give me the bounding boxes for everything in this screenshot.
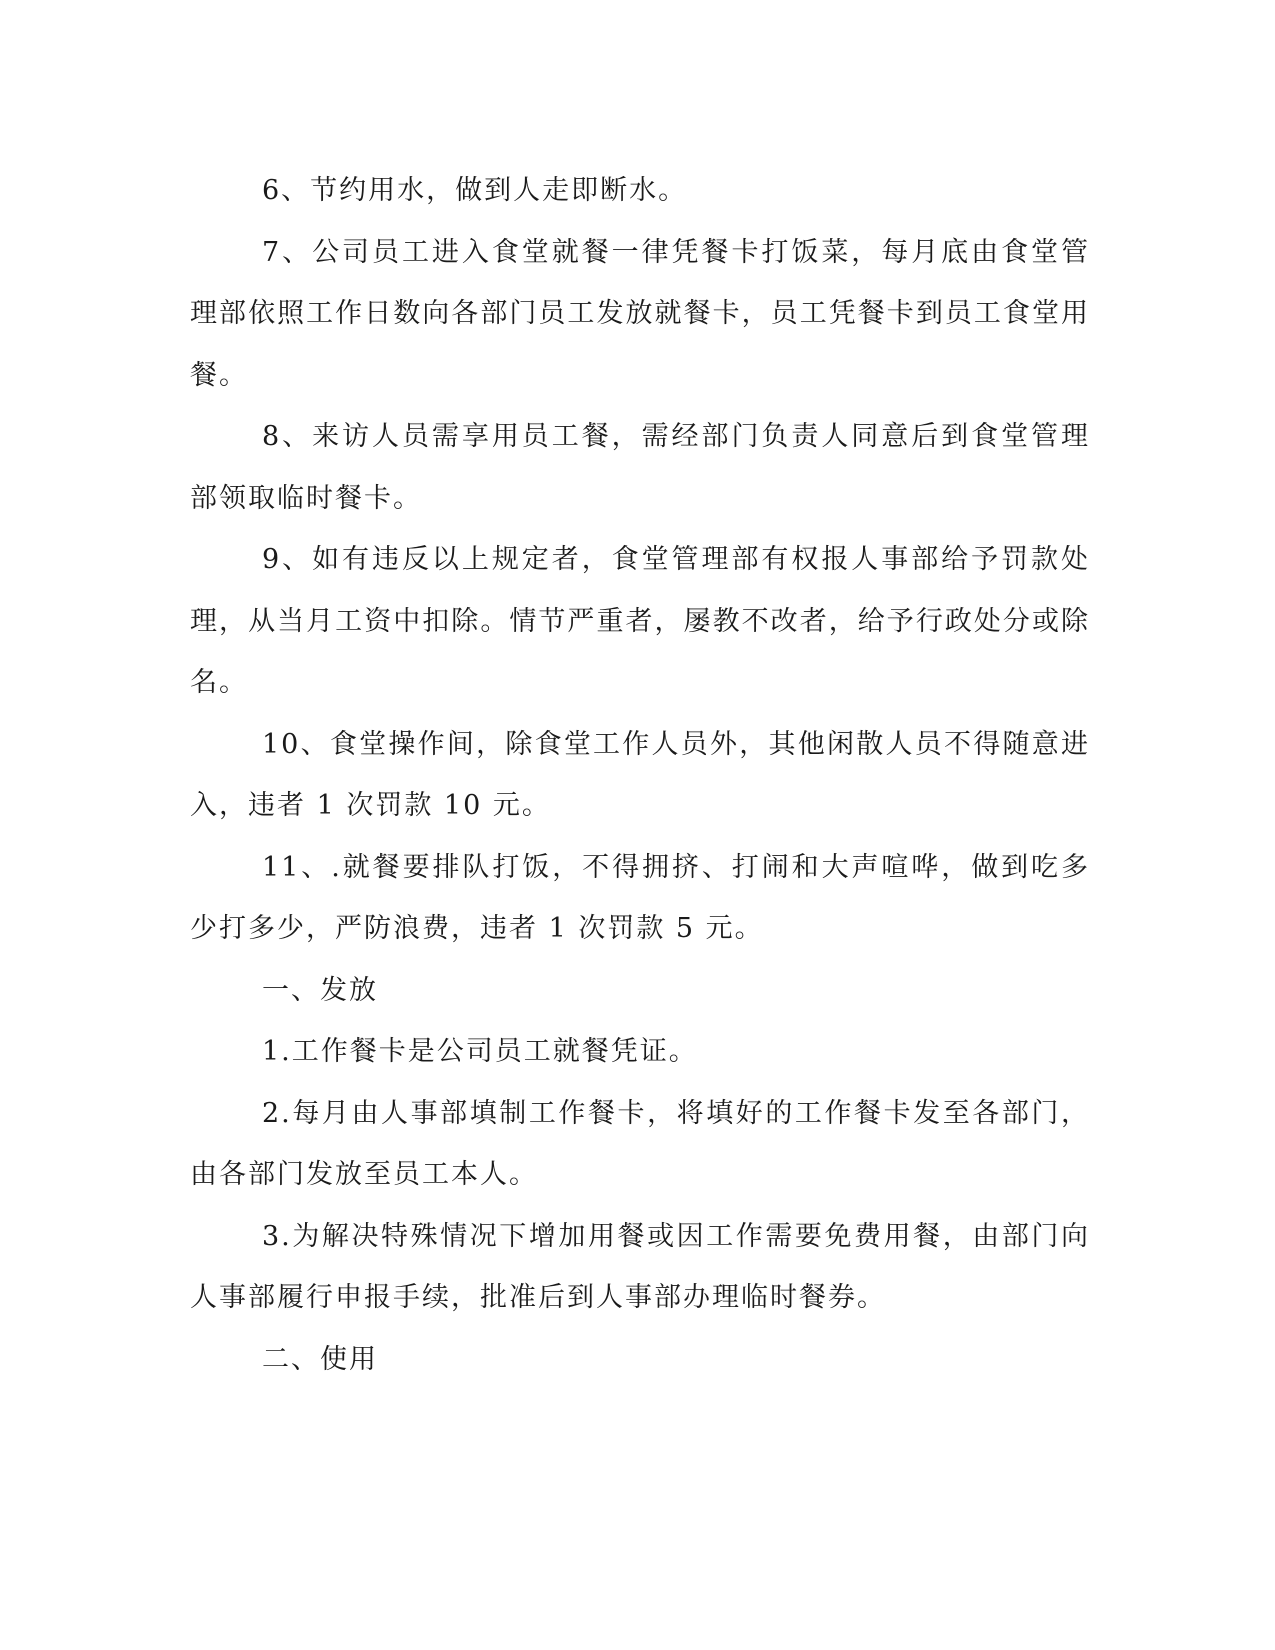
section-2-heading: 二、使用	[262, 1343, 378, 1375]
rule-9-paragraph: 9、如有违反以上规定者，食堂管理部有权报人事部给予罚款处理，从当月工资中扣除。情节严重者，屡教不改者，给予行政处分或除名。	[190, 544, 1090, 698]
document-body	[190, 160, 1090, 1390]
section-1-item-3: 3.为解决特殊情况下增加用餐或因工作需要免费用餐，由部门向人事部履行申报手续，批准后到人事部办理临时餐券。	[190, 1220, 1090, 1313]
rule-10-paragraph: 10、食堂操作间，除食堂工作人员外，其他闲散人员不得随意进入，违者 1 次罚款 10 元。	[190, 728, 1090, 821]
rule-7-paragraph: 7、公司员工进入食堂就餐一律凭餐卡打饭菜，每月底由食堂管理部依照工作日数向各部门员工发放就餐卡，员工凭餐卡到员工食堂用餐。	[190, 236, 1090, 391]
section-1-item-1: 1.工作餐卡是公司员工就餐凭证。	[262, 1036, 698, 1067]
rule-8-paragraph: 8、来访人员需享用员工餐，需经部门负责人同意后到食堂管理部领取临时餐卡。	[190, 421, 1090, 514]
rule-11-paragraph: 11、.就餐要排队打饭，不得拥挤、打闹和大声喧哗，做到吃多少打多少，严防浪费，违者 1 次罚款 5 元。	[190, 851, 1090, 944]
section-1-heading: 一、发放	[262, 974, 378, 1006]
rule-6-paragraph: 6、节约用水，做到人走即断水。	[262, 175, 688, 206]
section-1-item-2: 2.每月由人事部填制工作餐卡，将填好的工作餐卡发至各部门，由各部门发放至员工本人。	[190, 1097, 1090, 1190]
